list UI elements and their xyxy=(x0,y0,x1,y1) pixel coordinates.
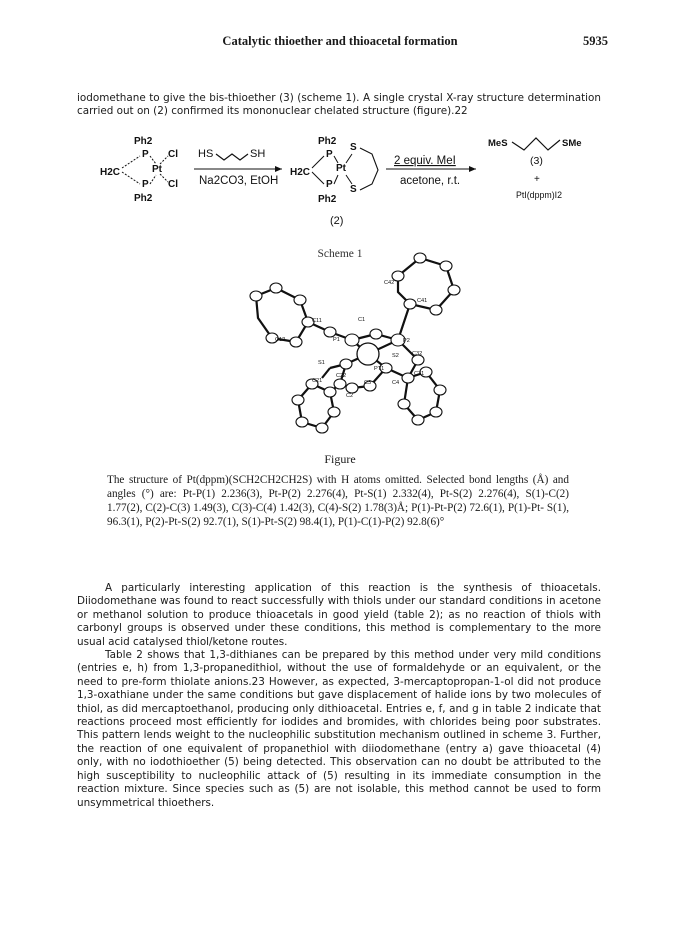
atom-label-c21: C21 xyxy=(312,378,323,384)
reactant-pt: Pt xyxy=(152,164,162,175)
int-s-top: S xyxy=(350,142,357,153)
atom-label-c11: C11 xyxy=(312,318,322,324)
page-number: 5935 xyxy=(583,34,608,48)
figure-label: Figure xyxy=(324,452,356,466)
atom-label-p1: P1 xyxy=(333,337,340,343)
intro-text: iodomethane to give the bis-thioether (3) (scheme 1). A single crystal X-ray structure determination carried out on (2) confirmed its mononuclear chelated structure (figure).22 xyxy=(77,92,601,118)
atom-label-p2: P2 xyxy=(403,338,410,344)
arrow2-reagent-below: acetone, r.t. xyxy=(400,175,461,187)
atom-label-s2: S2 xyxy=(392,353,399,359)
atom-label-c12: C12 xyxy=(275,337,286,343)
reactant-h2c: H2C xyxy=(100,167,121,178)
platinum-atom xyxy=(357,343,379,365)
crystal-structure-figure xyxy=(0,0,680,460)
figure-caption: The structure of Pt(dppm)(SCH2CH2CH2S) with H atoms omitted. Selected bond lengths (Å) and angles (°) are: Pt-P(1) 2.236(3), Pt-P(2) 2.276(4), Pt-S(1) 2.332(4), Pt-S(2) 2.276(4), S(1)-C(2) 1.77(2), C(2)-C(3) 1.49(3), C(3)-C(4) 1.42(3), C(4)-S(2) 1.78(3)Å; P(1)-Pt-P(2) 72.6(1), P(1)-Pt- S(1), 96.3(1), P(2)-Pt-S(2) 92.7(1), S(1)-Pt-S(2) 98.4(1), P(1)-C(1)-P(2) 92.8(6)° xyxy=(107,474,569,528)
body-paragraph-2: Table 2 shows that 1,3-dithianes can be prepared by this method under very mild conditions (entries e, h) from 1,3-propanedithiol, without the use of formaldehyde or an equivalent, or the need to pre-form thiolate anions.23 However, as expected, 3-mercaptopropan-1-ol did not produce 1,3-oxathiane under the same conditions but gave displacement of halide ions by two molecules of thiol, as did mercaptoethanol, producing only dithioacetal. Entries e, f, and g in table 2 indicate that reactions proceed most efficiently for iodides and bromides, with chlorides being poor substrates. This pattern lends weight to the nucleophilic substitution mechanism outlined in scheme 3. Further, the reaction of one equivalent of propanethiol with diiodomethane (entry a) gave thioacetal (4) only, with no iodothioether (5) being detected. This observation can no doubt be attributed to the high susceptibility to nucleophilic attack of (5) resulting in its immediate consumption in the reaction mixture. Since species such as (5) are not isolable, this method cannot be used to form unsymmetrical thioethers. xyxy=(77,649,601,809)
int-p-bottom: P xyxy=(326,179,333,190)
product-plus: + xyxy=(534,174,540,185)
reactant-cl-top: Cl xyxy=(168,149,178,160)
arrow2-reagent-above: 2 equiv. MeI xyxy=(394,155,456,167)
atom-label-c32: C32 xyxy=(412,351,423,357)
product-mes: MeS xyxy=(488,138,508,149)
atom-label-c1: C1 xyxy=(358,317,366,323)
running-title: Catalytic thioether and thioacetal formation xyxy=(222,34,458,48)
reactant-cl-bottom: Cl xyxy=(168,179,178,190)
product-byproduct: PtI(dppm)I2 xyxy=(516,190,562,200)
atom-label-s1: S1 xyxy=(318,360,325,366)
int-p-top: P xyxy=(326,149,333,160)
reactant-ph2-bottom: Ph2 xyxy=(134,193,153,204)
atom-label-c4: C4 xyxy=(392,380,400,386)
atom-label-pt1: PT1 xyxy=(374,366,385,372)
arrow1-reagent-below: Na2CO3, EtOH xyxy=(199,175,279,187)
atom-label-c31: C31 xyxy=(414,371,425,377)
product-label: (3) xyxy=(530,155,543,167)
arrow1-sh: SH xyxy=(250,148,266,160)
atom-label-c41: C41 xyxy=(417,298,428,304)
scheme-label: Scheme 1 xyxy=(317,248,363,260)
arrow1-hs: HS xyxy=(198,148,214,160)
int-label: (2) xyxy=(330,215,344,227)
int-h2c: H2C xyxy=(290,167,311,178)
atom-label-c22: C22 xyxy=(336,373,347,379)
int-ph2-bottom: Ph2 xyxy=(318,194,337,205)
product-sme: SMe xyxy=(562,138,582,149)
reactant-p-top: P xyxy=(142,149,149,160)
int-pt: Pt xyxy=(336,163,346,174)
atom-label-c3: C3 xyxy=(364,380,372,386)
int-ph2-top: Ph2 xyxy=(318,136,337,147)
reactant-ph2-top: Ph2 xyxy=(134,136,153,147)
reactant-p-bottom: P xyxy=(142,179,149,190)
atom-label-c42: C42 xyxy=(384,280,395,286)
body-paragraph-1: A particularly interesting application of this reaction is the synthesis of thioacetals. Diiodomethane was found to react successfully with thiols under our standard conditions in acetone or methanol solution to produce thioacetals in good yield (table 2); as no reaction of thiols with carbonyl groups is observed under these conditions, this method is complementary to the more usual acid catalysed thiol/ketone routes. xyxy=(77,582,601,648)
atom-ellipsoids xyxy=(250,253,460,433)
atom-label-c2: C2 xyxy=(346,393,354,399)
int-s-bottom: S xyxy=(350,184,357,195)
body-text xyxy=(77,582,601,810)
